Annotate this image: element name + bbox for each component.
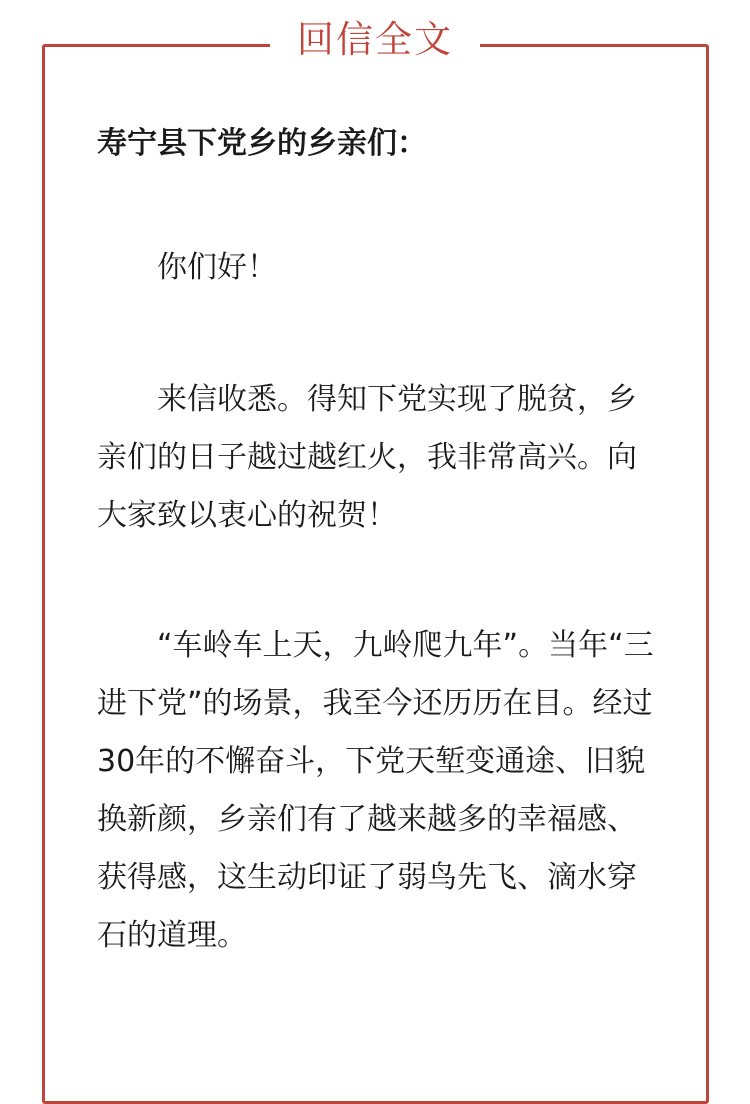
letter-paragraph-history: “车岭车上天，九岭爬九年”。当年“三进下党”的场景，我至今还历历在目。经过30年的不懈奋斗，下党天堑变通途、旧貌换新颜，乡亲们有了越来越多的幸福感、获得感，这生动印证了弱鸟先飞、滴水穿石的道理。 [97, 628, 654, 953]
title-banner [270, 10, 480, 80]
letter-paragraph-greeting: 你们好！ [157, 250, 277, 285]
letter-paragraph-congratulation: 来信收悉。得知下党实现了脱贫，乡亲们的日子越过越红火，我非常高兴。向大家致以衷心的祝贺！ [97, 382, 637, 533]
letter-body [97, 115, 657, 965]
letter-salutation: 寿宁县下党乡的乡亲们： [97, 126, 427, 161]
page-title: 回信全文 [297, 18, 453, 61]
